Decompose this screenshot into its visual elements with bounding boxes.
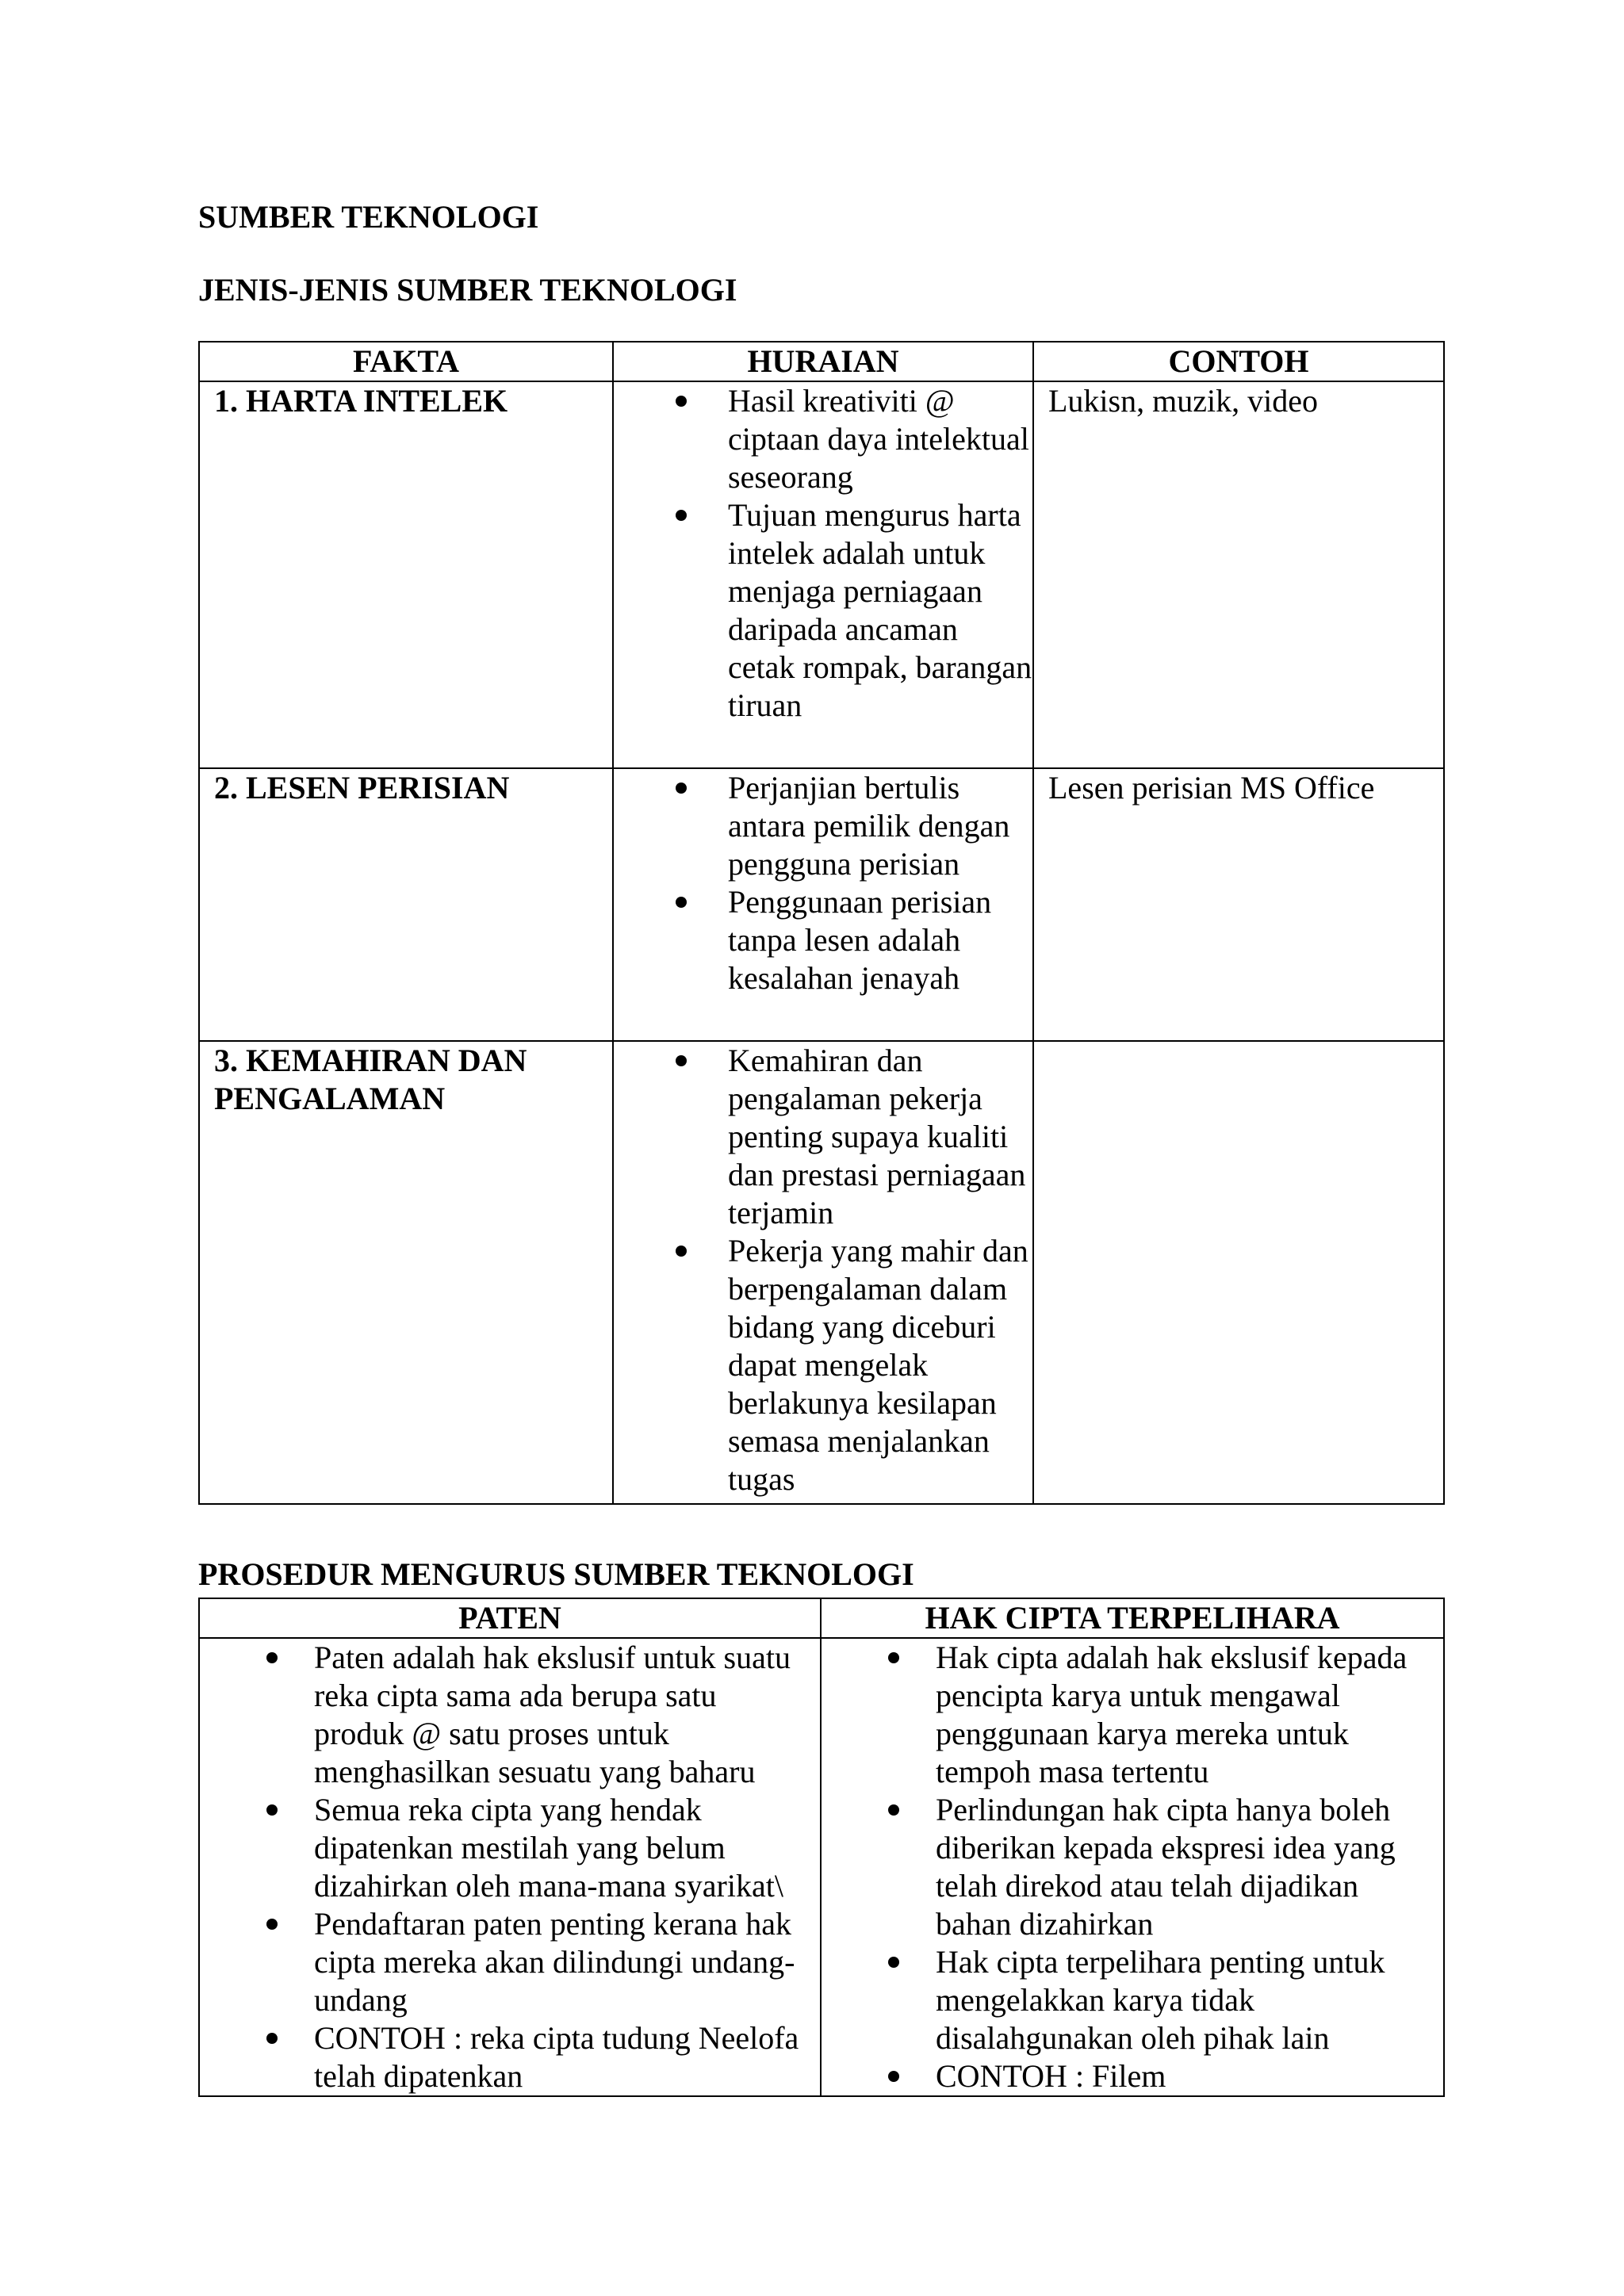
table-header-row xyxy=(199,1598,1444,1638)
list-item: Hak cipta terpelihara penting untuk mengelakkan karya tidak disalahgunakan oleh pihak lain xyxy=(822,1943,1431,2057)
bullet-icon xyxy=(676,1055,687,1066)
fakta-cell: 2. LESEN PERISIAN xyxy=(199,768,613,1041)
contoh-cell: Lesen perisian MS Office xyxy=(1033,768,1444,1041)
list-item: Hasil kreativiti @ ciptaan daya intelektual seseorang xyxy=(614,382,1032,496)
fakta-cell: 3. KEMAHIRAN DAN PENGALAMAN xyxy=(199,1041,613,1504)
table-row-harta-intelek xyxy=(199,381,1444,768)
list-item: Kemahiran dan pengalaman pekerja penting supaya kualiti dan prestasi perniagaan terjamin xyxy=(614,1042,1032,1232)
bullet-icon xyxy=(266,1919,278,1930)
bullet-icon xyxy=(888,2071,899,2082)
list-item: CONTOH : reka cipta tudung Neelofa telah dipatenkan xyxy=(200,2019,807,2095)
list-item: Pekerja yang mahir dan berpengalaman dalam bidang yang diceburi dapat mengelak berlakunya kesilapan semasa menjalankan tugas xyxy=(614,1232,1032,1498)
list-item: Hak cipta adalah hak ekslusif kepada pencipta karya untuk mengawal penggunaan karya mereka untuk tempoh masa tertentu xyxy=(822,1639,1431,1791)
jenis-sumber-table xyxy=(198,341,1445,1505)
bullet-icon xyxy=(266,2033,278,2044)
bullet-icon xyxy=(888,1957,899,1968)
bullet-icon xyxy=(676,897,687,908)
huraian-cell xyxy=(613,768,1033,1041)
list-item: Perlindungan hak cipta hanya boleh diberikan kepada ekspresi idea yang telah direkod atau telah dijadikan bahan dizahirkan xyxy=(822,1791,1431,1943)
page-title: SUMBER TEKNOLOGI xyxy=(198,199,539,235)
header-fakta: FAKTA xyxy=(199,342,613,381)
bullet-icon xyxy=(676,1246,687,1257)
section-title-prosedur: PROSEDUR MENGURUS SUMBER TEKNOLOGI xyxy=(198,1556,914,1592)
huraian-list xyxy=(614,1042,1032,1498)
contoh-cell: Lukisn, muzik, video xyxy=(1033,381,1444,768)
paten-cell xyxy=(199,1638,821,2096)
hak-cipta-list xyxy=(822,1639,1431,2095)
huraian-list xyxy=(614,769,1032,997)
bullet-icon xyxy=(266,1804,278,1816)
contoh-cell xyxy=(1033,1041,1444,1504)
bullet-icon xyxy=(888,1652,899,1663)
list-item: Perjanjian bertulis antara pemilik dengan pengguna perisian xyxy=(614,769,1032,883)
fakta-cell: 1. HARTA INTELEK xyxy=(199,381,613,768)
bullet-icon xyxy=(266,1652,278,1663)
huraian-cell xyxy=(613,381,1033,768)
header-huraian: HURAIAN xyxy=(613,342,1033,381)
paten-list xyxy=(200,1639,807,2095)
list-item: Semua reka cipta yang hendak dipatenkan mestilah yang belum dizahirkan oleh mana-mana syarikat\ xyxy=(200,1791,807,1905)
table-row xyxy=(199,1638,1444,2096)
table-header-row xyxy=(199,342,1444,381)
huraian-cell xyxy=(613,1041,1033,1504)
hak-cipta-cell xyxy=(821,1638,1444,2096)
bullet-icon xyxy=(676,783,687,794)
header-hak-cipta: HAK CIPTA TERPELIHARA xyxy=(821,1598,1444,1638)
section-title-jenis: JENIS-JENIS SUMBER TEKNOLOGI xyxy=(198,272,737,308)
list-item: CONTOH : Filem xyxy=(822,2057,1431,2095)
header-paten: PATEN xyxy=(199,1598,821,1638)
prosedur-table xyxy=(198,1598,1445,2097)
list-item: Paten adalah hak ekslusif untuk suatu reka cipta sama ada berupa satu produk @ satu proses untuk menghasilkan sesuatu yang baharu xyxy=(200,1639,807,1791)
list-item: Penggunaan perisian tanpa lesen adalah kesalahan jenayah xyxy=(614,883,1032,997)
list-item: Tujuan mengurus harta intelek adalah untuk menjaga perniagaan daripada ancaman cetak rompak, barangan tiruan xyxy=(614,496,1032,725)
bullet-icon xyxy=(676,396,687,407)
huraian-list xyxy=(614,382,1032,725)
bullet-icon xyxy=(676,510,687,521)
table-row-kemahiran xyxy=(199,1041,1444,1504)
bullet-icon xyxy=(888,1804,899,1816)
list-item: Pendaftaran paten penting kerana hak cipta mereka akan dilindungi undang-undang xyxy=(200,1905,807,2019)
header-contoh: CONTOH xyxy=(1033,342,1444,381)
table-row-lesen-perisian xyxy=(199,768,1444,1041)
